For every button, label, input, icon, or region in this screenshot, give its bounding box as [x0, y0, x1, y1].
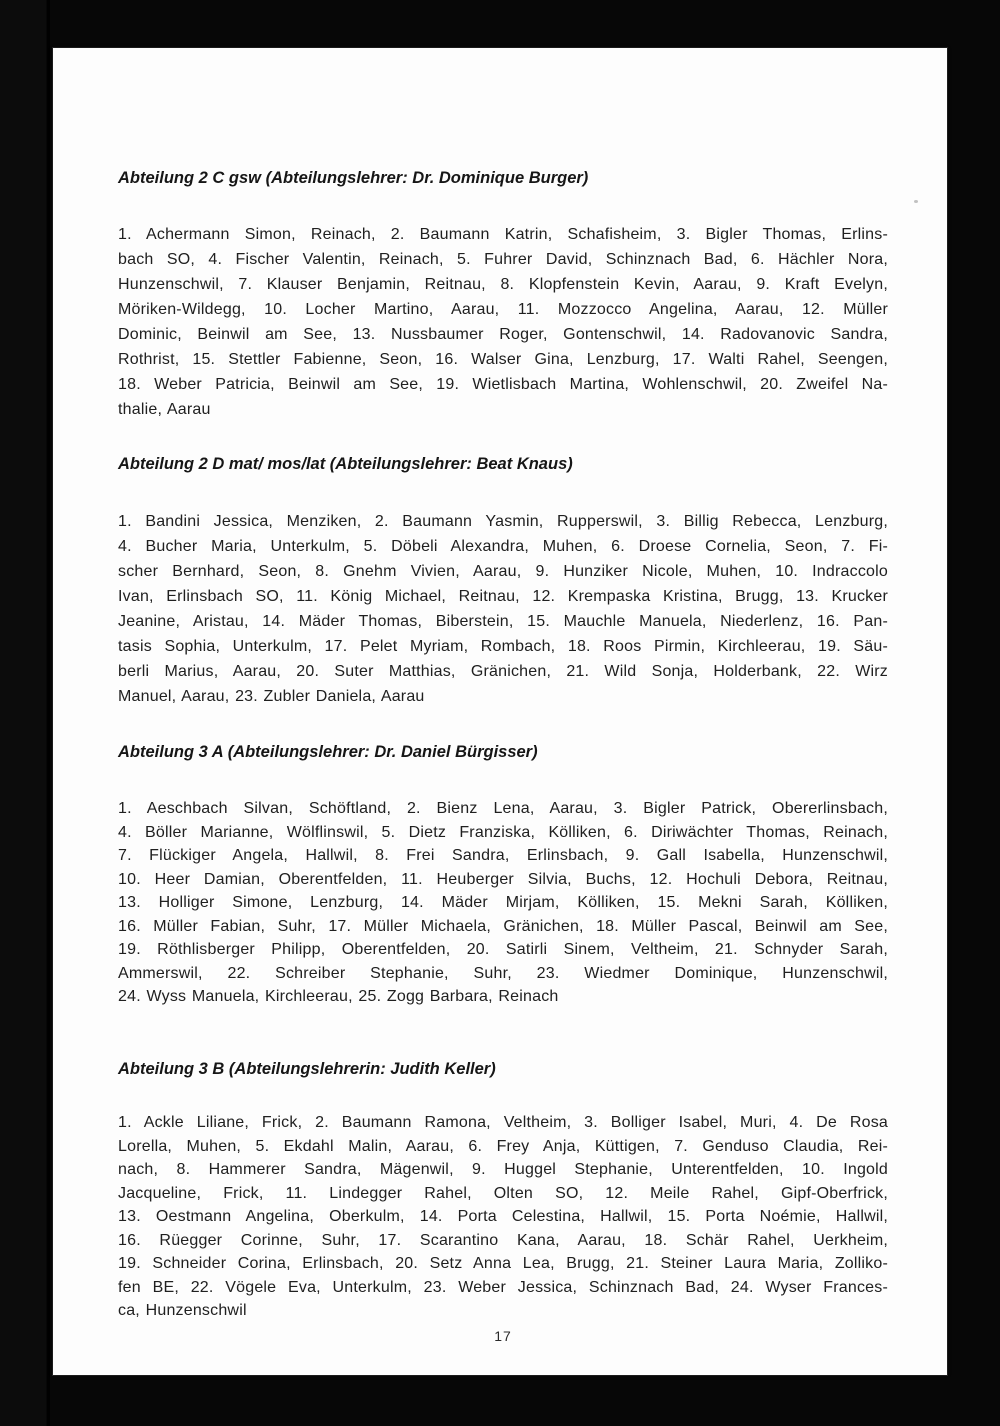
student-list-line: fen BE, 22. Vögele Eva, Unterkulm, 23. Weber Jessica, Schinznach Bad, 24. Wyser Frances- [118, 1278, 888, 1296]
student-list-line: scher Bernhard, Seon, 8. Gnehm Vivien, Aarau, 9. Hunziker Nicole, Muhen, 10. Indraccolo [118, 563, 888, 580]
student-list-line: Jacqueline, Frick, 11. Lindegger Rahel, Olten SO, 12. Meile Rahel, Gipf-Oberfrick, [118, 1184, 888, 1202]
section-title: Abteilung 3 B [118, 1060, 225, 1078]
scan-left-band [0, 0, 46, 1426]
student-list [118, 797, 888, 1009]
student-list-line: 1. Ackle Liliane, Frick, 2. Baumann Ramona, Veltheim, 3. Bolliger Isabel, Muri, 4. De Rosa [118, 1114, 888, 1131]
student-list-line: Rothrist, 15. Stettler Fabienne, Seon, 16. Walser Gina, Lenzburg, 17. Walti Rahel, Seengen, [118, 351, 888, 368]
section-heading [118, 1057, 888, 1081]
section-subtitle: gsw (Abteilungslehrer: Dr. Dominique Burger) [224, 169, 589, 187]
section-title: Abteilung 2 C [118, 169, 225, 187]
student-list-line: 18. Weber Patricia, Beinwil am See, 19. Wietlisbach Martina, Wohlenschwil, 20. Zweifel Na- [118, 376, 888, 393]
student-list-line: 24. Wyss Manuela, Kirchleerau, 25. Zogg Barbara, Reinach [118, 988, 559, 1005]
student-list-line: 10. Heer Damian, Oberentfelden, 11. Heuberger Silvia, Buchs, 12. Hochuli Debora, Reitnau, [118, 870, 888, 888]
student-list [118, 222, 888, 422]
section-heading [118, 452, 888, 476]
student-list-line: berli Marius, Aarau, 20. Suter Matthias, Gränichen, 21. Wild Sonja, Holderbank, 22. Wirz [118, 663, 888, 680]
student-list-line: Dominic, Beinwil am See, 13. Nussbaumer Roger, Gontenschwil, 14. Radovanovic Sandra, [118, 326, 888, 343]
scan-speck [914, 200, 918, 203]
student-list-line: Ammerswil, 22. Schreiber Stephanie, Suhr, 23. Wiedmer Dominique, Hunzenschwil, [118, 964, 888, 982]
student-list [118, 1111, 888, 1323]
section-subtitle: mat/ mos/lat (Abteilungslehrer: Beat Knaus) [224, 455, 573, 473]
student-list-line: 16. Rüegger Corinne, Suhr, 17. Scarantino Kana, Aarau, 18. Schär Rahel, Uerkheim, [118, 1231, 888, 1249]
student-list-line: Lorella, Muhen, 5. Ekdahl Malin, Aarau, 6. Frey Anja, Küttigen, 7. Genduso Claudia, Rei- [118, 1137, 888, 1155]
student-list-line: 4. Böller Marianne, Wölflinswil, 5. Dietz Franziska, Kölliken, 6. Diriwächter Thomas, Reinach, [118, 823, 888, 841]
student-list-line: 1. Achermann Simon, Reinach, 2. Baumann Katrin, Schafisheim, 3. Bigler Thomas, Erlins- [118, 226, 888, 243]
document-page [53, 48, 947, 1375]
student-list-line: Jeanine, Aristau, 14. Mäder Thomas, Biberstein, 15. Mauchle Manuela, Niederlenz, 16. Pan- [118, 613, 888, 630]
section-heading [118, 740, 888, 764]
student-list-line: 19. Röthlisberger Philipp, Oberentfelden, 20. Satirli Sinem, Veltheim, 21. Schnyder Sarah, [118, 941, 888, 958]
student-list-line: thalie, Aarau [118, 401, 211, 418]
section-subtitle: (Abteilungslehrerin: Judith Keller) [224, 1060, 496, 1078]
student-list-line: 1. Bandini Jessica, Menziken, 2. Baumann Yasmin, Rupperswil, 3. Billig Rebecca, Lenzburg, [118, 513, 888, 530]
student-list-line: 19. Schneider Corina, Erlinsbach, 20. Setz Anna Lea, Brugg, 21. Steiner Laura Maria, Zolliko- [118, 1255, 888, 1272]
student-list-line: bach SO, 4. Fischer Valentin, Reinach, 5. Fuhrer David, Schinznach Bad, 6. Hächler Nora, [118, 251, 888, 268]
student-list-line: 1. Aeschbach Silvan, Schöftland, 2. Bienz Lena, Aarau, 3. Bigler Patrick, Obererlinsbach, [118, 800, 888, 817]
page-number: 17 [494, 1328, 512, 1344]
student-list-line: 13. Oestmann Angelina, Oberkulm, 14. Porta Celestina, Hallwil, 15. Porta Noémie, Hallwil, [118, 1208, 888, 1225]
student-list-line: Hunzenschwil, 7. Klauser Benjamin, Reitnau, 8. Klopfenstein Kevin, Aarau, 9. Kraft Evelyn, [118, 276, 888, 293]
student-list-line: ca, Hunzenschwil [118, 1302, 247, 1319]
student-list-line: nach, 8. Hammerer Sandra, Mägenwil, 9. Huggel Stephanie, Unterentfelden, 10. Ingold [118, 1161, 888, 1178]
student-list-line: tasis Sophia, Unterkulm, 17. Pelet Myriam, Rombach, 18. Roos Pirmin, Kirchleerau, 19. Säu- [118, 638, 888, 655]
student-list-line: Manuel, Aarau, 23. Zubler Daniela, Aarau [118, 688, 425, 705]
student-list-line: 13. Holliger Simone, Lenzburg, 14. Mäder Mirjam, Kölliken, 15. Mekni Sarah, Kölliken, [118, 894, 888, 911]
section-subtitle: (Abteilungslehrer: Dr. Daniel Bürgisser) [223, 743, 538, 761]
section-heading [118, 166, 888, 190]
student-list-line: 7. Flückiger Angela, Hallwil, 8. Frei Sandra, Erlinsbach, 9. Gall Isabella, Hunzenschwil, [118, 847, 888, 864]
scan-edge-seam [47, 0, 50, 1426]
section-title: Abteilung 3 A [118, 743, 224, 761]
student-list [118, 509, 888, 709]
student-list-line: 4. Bucher Maria, Unterkulm, 5. Döbeli Alexandra, Muhen, 6. Droese Cornelia, Seon, 7. Fi- [118, 538, 888, 555]
section-title: Abteilung 2 D [118, 455, 225, 473]
student-list-line: 16. Müller Fabian, Suhr, 17. Müller Michaela, Gränichen, 18. Müller Pascal, Beinwil am See, [118, 917, 888, 935]
student-list-line: Möriken-Wildegg, 10. Locher Martino, Aarau, 11. Mozzocco Angelina, Aarau, 12. Müller [118, 301, 888, 318]
student-list-line: Ivan, Erlinsbach SO, 11. König Michael, Reitnau, 12. Krempaska Kristina, Brugg, 13. Krucker [118, 588, 888, 605]
